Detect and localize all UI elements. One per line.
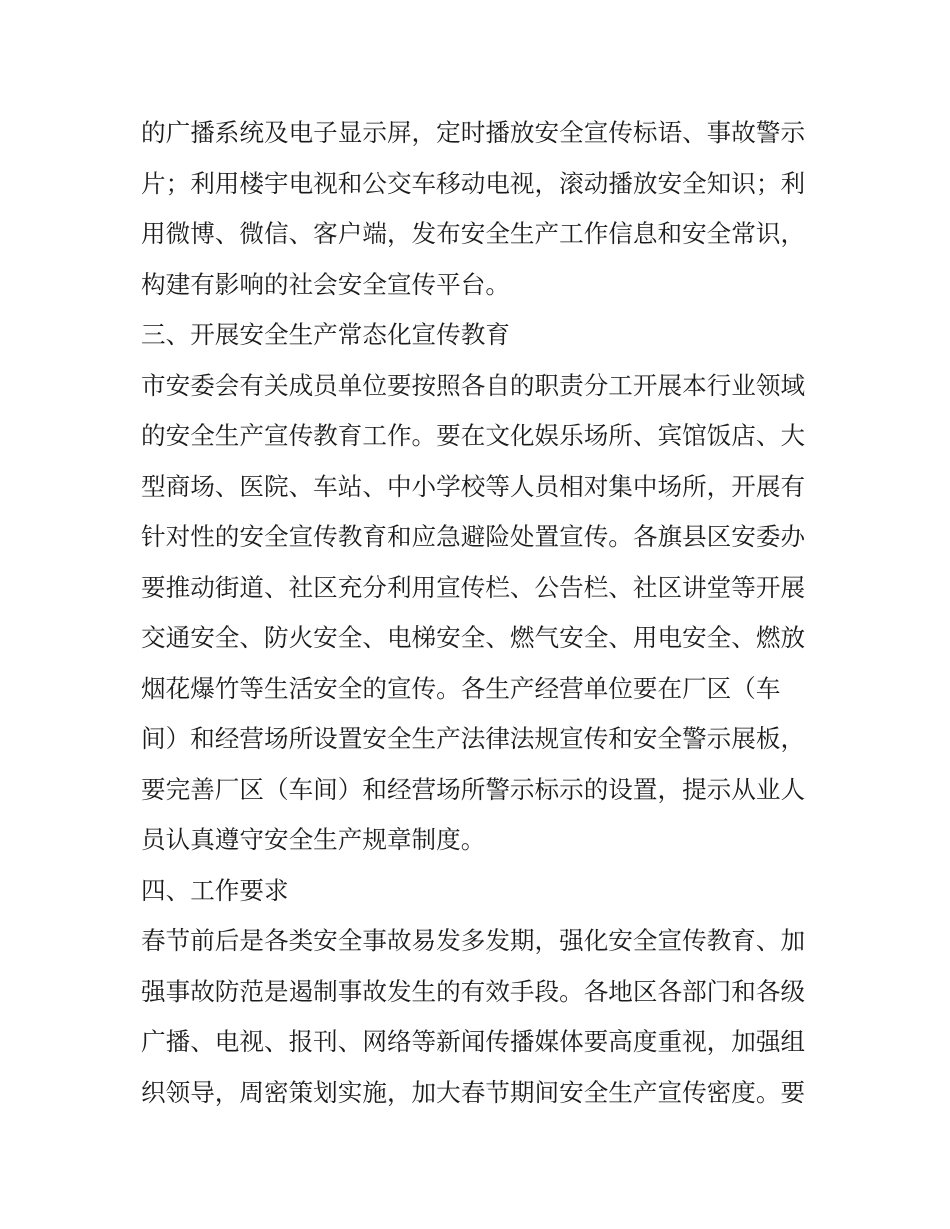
text-line: 片；利用楼宇电视和公交车移动电视，滚动播放安全知识；利 [141, 168, 806, 198]
text-line: 织领导，周密策划实施，加大春节期间安全生产宣传密度。要 [141, 1077, 806, 1107]
text-line: 的安全生产宣传教育工作。要在文化娱乐场所、宾馆饭店、大 [141, 421, 806, 450]
text-line: 员认真遵守安全生产规章制度。 [141, 825, 486, 854]
text-line: 市安委会有关成员单位要按照各自的职责分工开展本行业领域 [141, 370, 806, 400]
text-line: 春节前后是各类安全事故易发多发期，强化安全宣传教育、加 [141, 926, 806, 955]
text-line: 用微博、微信、客户端，发布安全生产工作信息和安全常识， [141, 219, 806, 248]
text-line: 构建有影响的社会安全宣传平台。 [141, 269, 510, 299]
text-line: 交通安全、防火安全、电梯安全、燃气安全、用电安全、燃放 [141, 623, 806, 652]
text-line: 针对性的安全宣传教育和应急避险处置宣传。各旗县区安委办 [141, 522, 806, 551]
text-line: 间）和经营场所设置安全生产法律法规宣传和安全警示展板， [141, 724, 806, 753]
section-heading: 三、开展安全生产常态化宣传教育 [141, 320, 510, 349]
text-line: 广播、电视、报刊、网络等新闻传播媒体要高度重视，加强组 [141, 1027, 806, 1056]
text-line: 型商场、医院、车站、中小学校等人员相对集中场所，开展有 [141, 471, 806, 501]
section-heading: 四、工作要求 [141, 875, 289, 905]
text-line: 要完善厂区（车间）和经营场所警示标示的设置，提示从业人 [141, 774, 806, 804]
text-line: 强事故防范是遏制事故发生的有效手段。各地区各部门和各级 [141, 976, 806, 1006]
body-text [141, 108, 821, 1118]
text-line: 烟花爆竹等生活安全的宣传。各生产经营单位要在厂区（车 [141, 673, 781, 703]
text-line: 要推动街道、社区充分利用宣传栏、公告栏、社区讲堂等开展 [141, 572, 806, 602]
text-line: 的广播系统及电子显示屏，定时播放安全宣传标语、事故警示 [141, 118, 806, 147]
